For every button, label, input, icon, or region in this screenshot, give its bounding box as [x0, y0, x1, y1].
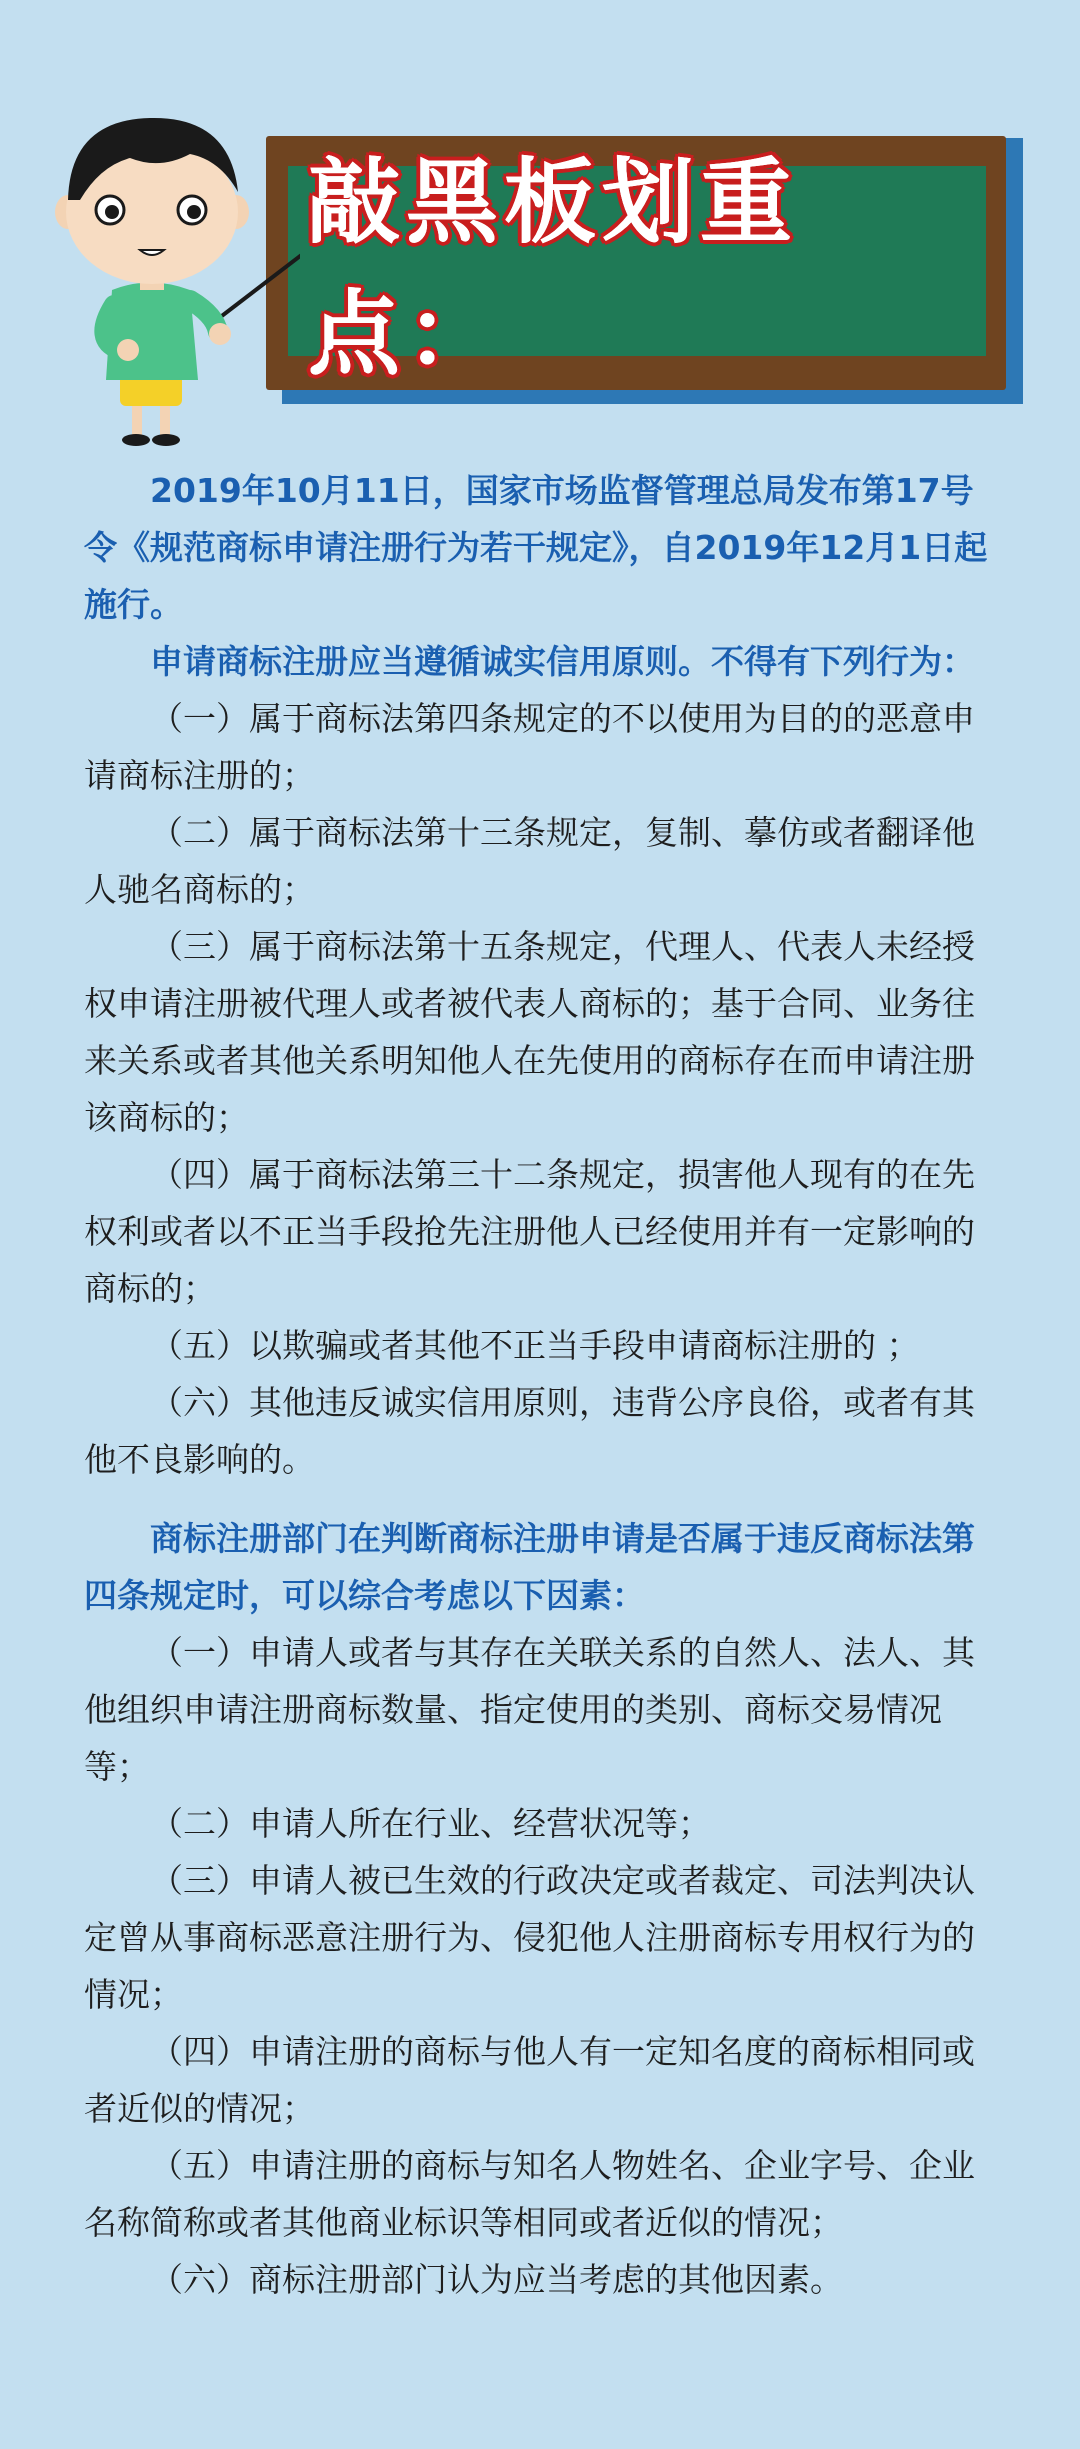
- section2-item: （六）商标注册部门认为应当考虑的其他因素。: [150, 2260, 843, 2299]
- article-content: [84, 462, 996, 2308]
- section1-item: （三）属于商标法第十五条规定，代理人、代表人未经授权申请注册被代理人或者被代表人商标的；基于合同、业务往来关系或者其他关系明知他人在先使用的商标存在而申请注册该商标的；: [84, 927, 975, 1137]
- section1-heading: 申请商标注册应当遵循诚实信用原则。不得有下列行为：: [150, 642, 975, 681]
- section2-item: （三）申请人被已生效的行政决定或者裁定、司法判决认定曾从事商标恶意注册行为、侵犯他人注册商标专用权行为的情况；: [84, 1861, 975, 2014]
- section1-item: （六）其他违反诚实信用原则，违背公序良俗，或者有其他不良影响的。: [84, 1383, 975, 1479]
- section2-item: （四）申请注册的商标与他人有一定知名度的商标相同或者近似的情况；: [84, 2032, 975, 2128]
- section1-item: （五）以欺骗或者其他不正当手段申请商标注册的 ；: [150, 1326, 920, 1365]
- intro-paragraph: 2019年10月11日，国家市场监督管理总局发布第17号令《规范商标申请注册行为若干规定》，自2019年12月1日起施行。: [84, 471, 988, 624]
- section1-item: （一）属于商标法第四条规定的不以使用为目的的恶意申请商标注册的；: [84, 699, 975, 795]
- section1-item: （二）属于商标法第十三条规定，复制、摹仿或者翻译他人驰名商标的；: [84, 813, 975, 909]
- header-banner: [0, 0, 1080, 440]
- teacher-character-icon: [40, 100, 300, 450]
- section1-item: （四）属于商标法第三十二条规定，损害他人现有的在先权利或者以不正当手段抢先注册他人已经使用并有一定影响的商标的；: [84, 1155, 975, 1308]
- section2-item: （一）申请人或者与其存在关联关系的自然人、法人、其他组织申请注册商标数量、指定使用的类别、商标交易情况等；: [84, 1633, 975, 1786]
- section2-heading: 商标注册部门在判断商标注册申请是否属于违反商标法第四条规定时，可以综合考虑以下因素：: [84, 1519, 975, 1615]
- section-divider: [84, 1488, 996, 1510]
- board-title: 敲黑板划重点：: [308, 149, 799, 388]
- section2-item: （二）申请人所在行业、经营状况等；: [150, 1804, 711, 1843]
- section2-item: （五）申请注册的商标与知名人物姓名、企业字号、企业名称简称或者其他商业标识等相同或者近似的情况；: [84, 2146, 975, 2242]
- chalkboard: [288, 149, 986, 388]
